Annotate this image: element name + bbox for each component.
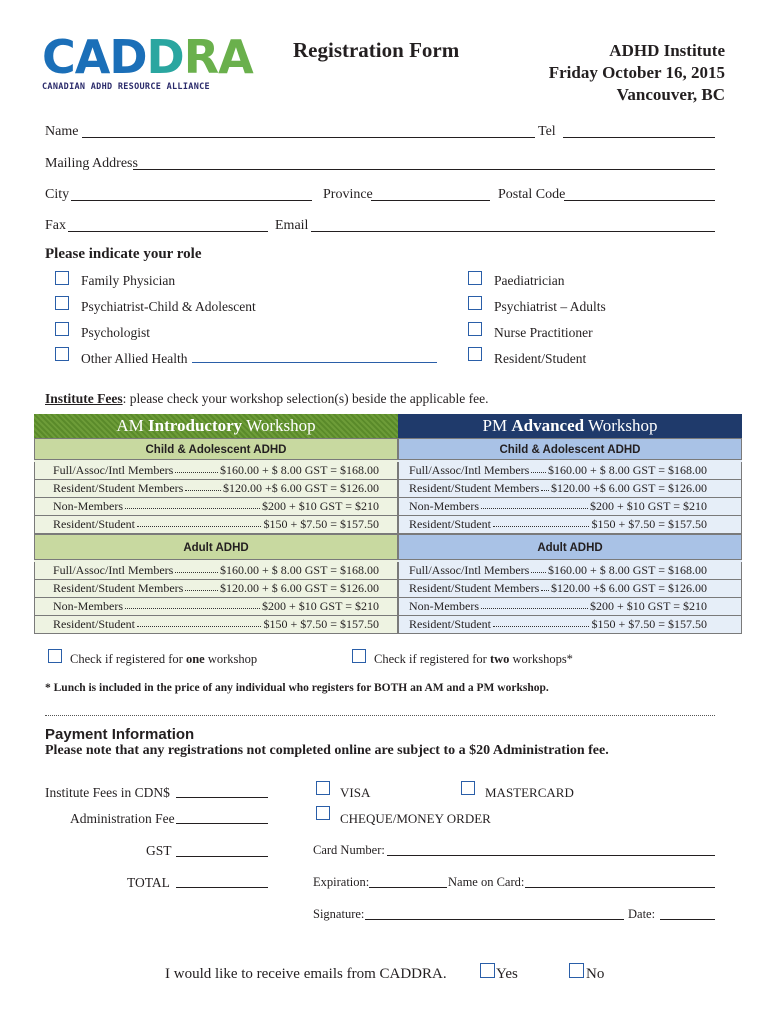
visa-checkbox[interactable] (316, 781, 330, 795)
mailing-address-label: Mailing Address (45, 156, 138, 171)
pm-section-adult: Adult ADHD (398, 534, 742, 560)
province-label: Province (323, 187, 373, 202)
administration-fee-label: Administration Fee (70, 811, 175, 826)
city-field[interactable] (71, 200, 312, 201)
mastercard-checkbox[interactable] (461, 781, 475, 795)
date-label: Date: (628, 907, 656, 921)
lunch-note: * Lunch is included in the price of any individual who registers for BOTH an AM and a PM workshop. (45, 682, 549, 694)
expiration-field[interactable] (369, 887, 447, 888)
postal-code-label: Postal Code (498, 187, 566, 202)
gst-field[interactable] (176, 856, 268, 857)
role-label: Psychiatrist-Child & Adolescent (81, 299, 256, 314)
cheque-label: CHEQUE/MONEY ORDER (340, 811, 491, 826)
tel-field[interactable] (563, 137, 715, 138)
email-yes-label: Yes (496, 966, 518, 982)
email-field[interactable] (311, 231, 715, 232)
visa-label: VISA (340, 785, 371, 800)
two-workshops-label: Check if registered for two workshops* (374, 652, 573, 666)
role-checkbox-paediatrician[interactable] (468, 271, 482, 285)
am-section-adult: Adult ADHD (34, 534, 398, 560)
fee-row[interactable]: Full/Assoc/Intl Members $160.00 + $ 8.00 GST = $168.00 (398, 562, 742, 580)
institute-fees-label: Institute Fees in CDN$ (45, 785, 170, 800)
name-field[interactable] (82, 137, 535, 138)
form-title: Registration Form (293, 38, 460, 62)
am-adult-rows (34, 560, 398, 634)
fee-row[interactable]: Non-Members $200 + $10 GST = $210 (398, 598, 742, 616)
province-field[interactable] (371, 200, 490, 201)
card-number-label: Card Number: (313, 843, 385, 857)
role-checkbox-psychiatrist-adults[interactable] (468, 296, 482, 310)
caddra-logo (42, 30, 253, 92)
city-label: City (45, 187, 70, 202)
fee-row[interactable]: Resident/Student $150 + $7.50 = $157.50 (34, 516, 398, 534)
am-child-rows (34, 460, 398, 534)
gst-label: GST (146, 843, 172, 858)
postal-code-field[interactable] (564, 200, 715, 201)
email-label: Email (275, 218, 309, 233)
role-checkbox-psychologist[interactable] (55, 322, 69, 336)
am-workshop-header: AM Introductory Workshop (34, 414, 398, 438)
email-no-checkbox[interactable] (569, 963, 584, 978)
fee-row[interactable]: Full/Assoc/Intl Members $160.00 + $ 8.00 GST = $168.00 (398, 462, 742, 480)
signature-label: Signature: (313, 907, 365, 921)
logo-wordmark: CADDRA (42, 30, 253, 84)
fee-row[interactable]: Resident/Student Members $120.00 +$ 6.00 GST = $126.00 (398, 480, 742, 498)
email-optin-question: I would like to receive emails from CADDRA. (165, 966, 447, 982)
institute-fees-note: Institute Fees: please check your workshop selection(s) beside the applicable fee. (45, 391, 489, 406)
am-workshop-panel (34, 414, 398, 634)
fee-row[interactable]: Resident/Student $150 + $7.50 = $157.50 (398, 616, 742, 634)
administration-fee-field[interactable] (176, 823, 268, 824)
fax-label: Fax (45, 218, 66, 233)
payment-note: Please note that any registrations not completed online are subject to a $20 Administration fee. (45, 743, 609, 758)
role-checkbox-resident-student[interactable] (468, 347, 482, 361)
logo-tagline: CANADIAN ADHD RESOURCE ALLIANCE (42, 82, 210, 92)
fee-row[interactable]: Resident/Student Members $120.00 + $ 6.00 GST = $126.00 (34, 580, 398, 598)
name-on-card-field[interactable] (525, 887, 715, 888)
role-label: Psychiatrist – Adults (494, 299, 606, 314)
institute-info (549, 40, 725, 106)
institute-name: ADHD Institute (609, 41, 725, 60)
fee-row[interactable]: Full/Assoc/Intl Members $160.00 + $ 8.00 GST = $168.00 (34, 562, 398, 580)
date-field[interactable] (660, 919, 715, 920)
pm-workshop-header: PM Advanced Workshop (398, 414, 742, 438)
total-label: TOTAL (127, 875, 170, 890)
role-label: Other Allied Health (81, 351, 188, 366)
dotted-divider (45, 715, 715, 716)
fee-row[interactable]: Non-Members $200 + $10 GST = $210 (398, 498, 742, 516)
institute-date: Friday October 16, 2015 (548, 63, 725, 82)
role-heading: Please indicate your role (45, 246, 202, 262)
pm-adult-rows (398, 560, 742, 634)
cheque-checkbox[interactable] (316, 806, 330, 820)
fee-row[interactable]: Resident/Student $150 + $7.50 = $157.50 (34, 616, 398, 634)
pm-workshop-panel (398, 414, 742, 634)
total-field[interactable] (176, 887, 268, 888)
fee-row[interactable]: Resident/Student Members $120.00 +$ 6.00 GST = $126.00 (398, 580, 742, 598)
role-label: Nurse Practitioner (494, 325, 593, 340)
tel-label: Tel (538, 124, 556, 139)
two-workshops-checkbox[interactable] (352, 649, 366, 663)
email-no-label: No (586, 966, 605, 982)
fee-row[interactable]: Non-Members $200 + $10 GST = $210 (34, 498, 398, 516)
payment-heading: Payment Information (45, 726, 195, 743)
role-checkbox-family-physician[interactable] (55, 271, 69, 285)
one-workshop-label: Check if registered for one workshop (70, 652, 258, 666)
fee-row[interactable]: Non-Members $200 + $10 GST = $210 (34, 598, 398, 616)
card-number-field[interactable] (387, 855, 715, 856)
expiration-label: Expiration: (313, 875, 370, 889)
fax-field[interactable] (68, 231, 268, 232)
signature-field[interactable] (365, 919, 624, 920)
role-checkbox-nurse-practitioner[interactable] (468, 322, 482, 336)
mastercard-label: MASTERCARD (485, 785, 574, 800)
name-label: Name (45, 124, 79, 139)
role-checkbox-psychiatrist-child[interactable] (55, 296, 69, 310)
institute-fees-field[interactable] (176, 797, 268, 798)
mailing-address-field[interactable] (133, 169, 715, 170)
role-label: Paediatrician (494, 273, 565, 288)
pm-section-child-adolescent: Child & Adolescent ADHD (398, 438, 742, 460)
role-checkbox-other-allied-health[interactable] (55, 347, 69, 361)
name-on-card-label: Name on Card: (448, 875, 525, 889)
fee-row[interactable]: Full/Assoc/Intl Members $160.00 + $ 8.00 GST = $168.00 (34, 462, 398, 480)
other-allied-health-field[interactable] (192, 362, 437, 363)
email-yes-checkbox[interactable] (480, 963, 495, 978)
role-label: Family Physician (81, 273, 176, 288)
institute-location: Vancouver, BC (616, 85, 725, 104)
one-workshop-checkbox[interactable] (48, 649, 62, 663)
am-section-child-adolescent: Child & Adolescent ADHD (34, 438, 398, 460)
fee-row[interactable]: Resident/Student $150 + $7.50 = $157.50 (398, 516, 742, 534)
role-label: Psychologist (81, 325, 151, 340)
pm-child-rows (398, 460, 742, 534)
fee-row[interactable]: Resident/Student Members $120.00 +$ 6.00 GST = $126.00 (34, 480, 398, 498)
role-label: Resident/Student (494, 351, 587, 366)
